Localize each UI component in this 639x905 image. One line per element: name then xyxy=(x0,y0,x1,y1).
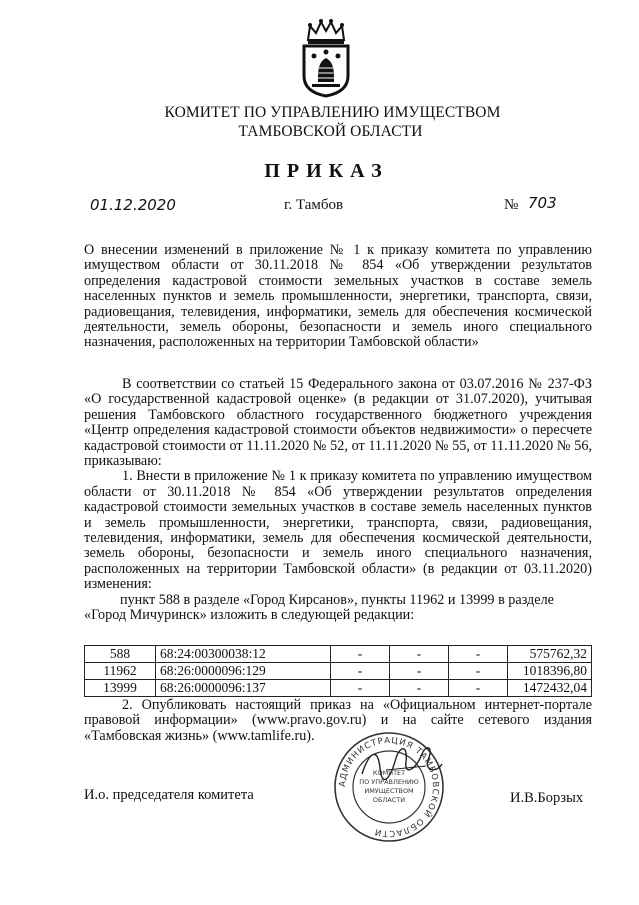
item-2-text: 2. Опубликовать настоящий приказ на «Официальном интернет-портале правовой информации» (www.pravo.gov.ru) и на сайте сетевого издания «Тамбовская жизнь» (www.tamlife.ru). xyxy=(84,697,592,744)
table-cell-empty: - xyxy=(390,663,449,680)
item-1-detail-a: пункт 588 в разделе «Город Кирсанов», пункты 11962 и 13999 в разделе xyxy=(120,591,554,608)
table-cell-num: 13999 xyxy=(85,680,156,697)
table-cell-cadastral: 68:24:00300038:12 xyxy=(156,646,331,663)
document-number: 703 xyxy=(528,194,557,212)
table-cell-empty: - xyxy=(449,663,508,680)
svg-text:ОБЛАСТИ: ОБЛАСТИ xyxy=(372,796,406,804)
table-row xyxy=(85,646,592,663)
document-city: г. Тамбов xyxy=(284,197,344,213)
table-cell-empty: - xyxy=(331,680,390,697)
intro-paragraph: В соответствии со статьей 15 Федерального закона от 03.07.2016 № 237-ФЗ «О государственной кадастровой оценке» (в редакции от 31.07.2020), учитывая решения Тамбовского областного государственного бюджетного учреждения «Центр определения кадастровой стоимости объектов недвижимости» о пересчете кадастровой стоимости от 11.11.2020 № 52, от 11.11.2020 № 55, от 11.11.2020 № 56, приказываю: xyxy=(84,376,592,470)
svg-text:АДМИНИСТРАЦИЯ ТАМБОВСКОЙ ОБЛАС: АДМИНИСТРАЦИЯ ТАМБОВСКОЙ ОБЛАСТИ xyxy=(337,735,441,839)
table-row xyxy=(85,663,592,680)
signatory-name: И.В.Борзых xyxy=(510,790,584,806)
svg-text:ИМУЩЕСТВОМ: ИМУЩЕСТВОМ xyxy=(364,787,414,795)
table-cell-cadastral: 68:26:0000096:137 xyxy=(156,680,331,697)
table-cell-empty: - xyxy=(390,646,449,663)
table-cell-value: 1018396,80 xyxy=(508,663,592,680)
table-cell-num: 588 xyxy=(85,646,156,663)
table-cell-cadastral: 68:26:0000096:129 xyxy=(156,663,331,680)
table-cell-empty: - xyxy=(449,646,508,663)
org-name-line2: ТАМБОВСКОЙ ОБЛАСТИ xyxy=(238,123,423,140)
svg-text:КОМИТЕТ: КОМИТЕТ xyxy=(372,769,406,777)
document-type: ПРИКАЗ xyxy=(264,160,389,182)
handwritten-signature-icon xyxy=(356,740,446,786)
document-body xyxy=(84,377,592,624)
item-1-paragraph: 1. Внести в приложение № 1 к приказу комитета по управлению имуществом области от 30.11.2018 № 854 «Об утверждении результатов определения кадастровой стоимости земельных участков в составе земель населенных пунктов и земель промышленности, энергетики, транспорта, связи, радиовещания, телевидения, информатики, земель для обеспечения космической деятельности, земель обороны, безопасности и земель иного специального назначения, расположенных на территории Тамбовской области» (в редакции от 03.11.2020) изменения: xyxy=(84,468,592,593)
tambov-coat-of-arms-icon xyxy=(296,18,356,98)
org-name-line1: КОМИТЕТ ПО УПРАВЛЕНИЮ ИМУЩЕСТВОМ xyxy=(164,104,501,121)
table-cell-empty: - xyxy=(449,680,508,697)
table-cell-value: 575762,32 xyxy=(508,646,592,663)
signatory-position: И.о. председателя комитета xyxy=(84,787,254,803)
item-1-detail-b: «Город Мичуринск» изложить в следующей редакции: xyxy=(84,607,415,624)
svg-text:ПО УПРАВЛЕНИЮ: ПО УПРАВЛЕНИЮ xyxy=(359,778,419,786)
table-cell-empty: - xyxy=(331,646,390,663)
document-date: 01.12.2020 xyxy=(90,196,176,214)
document-subject: О внесении изменений в приложение № 1 к приказу комитета по управлению имуществом области от 30.11.2018 № 854 «Об утверждении результатов определения кадастровой стоимости земельных участков в составе земель населенных пунктов и земель промышленности, энергетики, транспорта, связи, радиовещания, телевидения, информатики, земель для обеспечения космической деятельности, земель обороны, безопасности и земель иного специального назначения, расположенных на территории Тамбовской области» xyxy=(84,242,592,351)
document-number-label: № xyxy=(504,197,519,213)
table-cell-empty: - xyxy=(390,680,449,697)
cadastral-value-table xyxy=(84,645,592,697)
table-cell-empty: - xyxy=(331,663,390,680)
table-cell-num: 11962 xyxy=(85,663,156,680)
table-cell-value: 1472432,04 xyxy=(508,680,592,697)
table-row xyxy=(85,680,592,697)
